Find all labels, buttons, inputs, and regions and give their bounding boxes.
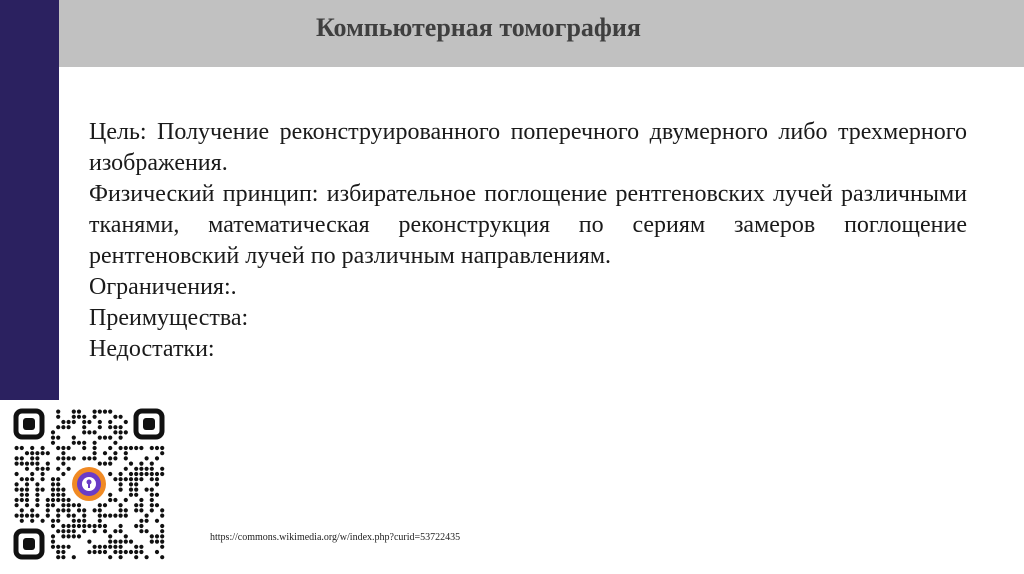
- slide-title: Компьютерная томография: [316, 13, 641, 42]
- source-link[interactable]: https://commons.wikimedia.org/w/index.php?curid=53722435: [210, 532, 461, 543]
- lock-logo-icon: [68, 463, 110, 505]
- principle-paragraph: Физический принцип: избирательное поглощение рентгеновских лучей различными тканями, математическая реконструкция по сериям замеров поглощение рентгеновский лучей по различным направлениям.: [89, 181, 967, 269]
- qr-code-icon[interactable]: [12, 407, 166, 561]
- advantages-paragraph: Преимущества:: [89, 305, 249, 331]
- goal-paragraph: Цель: Получение реконструированного поперечного двумерного либо трехмерного изображения.: [89, 119, 967, 176]
- disadvantages-paragraph: Недостатки:: [89, 336, 215, 362]
- slide-body: [89, 117, 967, 365]
- limitations-paragraph: Ограничения:.: [89, 274, 237, 300]
- left-accent-bar: [0, 0, 59, 400]
